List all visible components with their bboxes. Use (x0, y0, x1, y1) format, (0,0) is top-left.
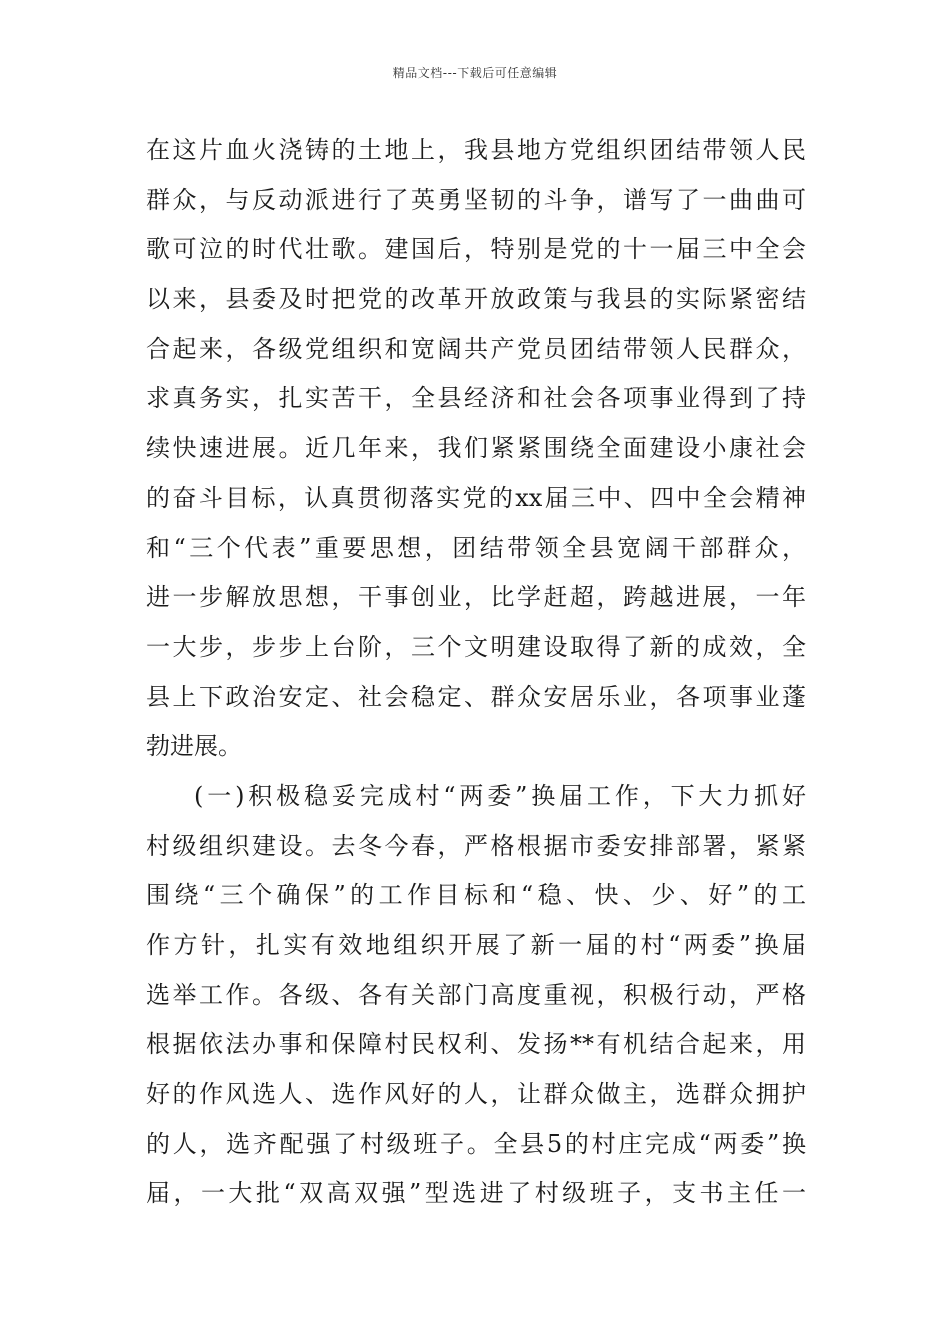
text-line: 续快速进展。近几年来，我们紧紧围绕全面建设小康社会 (146, 434, 806, 463)
text-line: 歌可泣的时代壮歌。建国后，特别是党的十一届三中全会 (146, 235, 806, 264)
text-line: 进一步解放思想，干事创业，比学赶超，跨越进展，一年 (146, 583, 806, 612)
text-line: 群众，与反动派进行了英勇坚韧的斗争，谱写了一曲曲可 (146, 185, 806, 214)
document-body (146, 126, 806, 1219)
text-line: 合起来，各级党组织和宽阔共产党员团结带领人民群众， (146, 334, 806, 363)
text-line: 村级组织建设。去冬今春，严格根据市委安排部署，紧紧 (146, 831, 806, 860)
text-line: 届，一大批“双高双强”型选进了村级班子，支书主任一 (146, 1179, 806, 1208)
text-line: 选举工作。各级、各有关部门高度重视，积极行动，严格 (146, 980, 806, 1009)
page-header: 精品文档---下载后可任意编辑 (392, 66, 558, 80)
text-line: 围绕“三个确保”的工作目标和“稳、快、少、好”的工 (146, 881, 806, 910)
text-line: 求真务实，扎实苦干，全县经济和社会各项事业得到了持 (146, 384, 806, 413)
text-line: 根据依法办事和保障村民权利、发扬**有机结合起来，用 (146, 1030, 806, 1059)
text-line: 以来，县委及时把党的改革开放政策与我县的实际紧密结 (146, 285, 806, 314)
text-line: 作方针，扎实有效地组织开展了新一届的村“两委”换届 (146, 931, 806, 959)
text-line: (一)积极稳妥完成村“两委”换届工作，下大力抓好 (194, 781, 806, 810)
text-line: 和“三个代表”重要思想，团结带领全县宽阔干部群众， (146, 533, 806, 562)
text-line: 的人，选齐配强了村级班子。全县5的村庄完成“两委”换 (146, 1129, 806, 1158)
text-line: 好的作风选人、选作风好的人，让群众做主，选群众拥护 (146, 1080, 806, 1109)
text-line: 县上下政治安定、社会稳定、群众安居乐业，各项事业蓬 (146, 682, 806, 711)
text-line: 在这片血火浇铸的土地上，我县地方党组织团结带领人民 (146, 136, 806, 164)
text-line: 勃进展。 (146, 732, 242, 761)
text-line: 一大步，步步上台阶，三个文明建设取得了新的成效，全 (146, 632, 806, 661)
text-line: 的奋斗目标，认真贯彻落实党的xx届三中、四中全会精神 (146, 483, 806, 512)
